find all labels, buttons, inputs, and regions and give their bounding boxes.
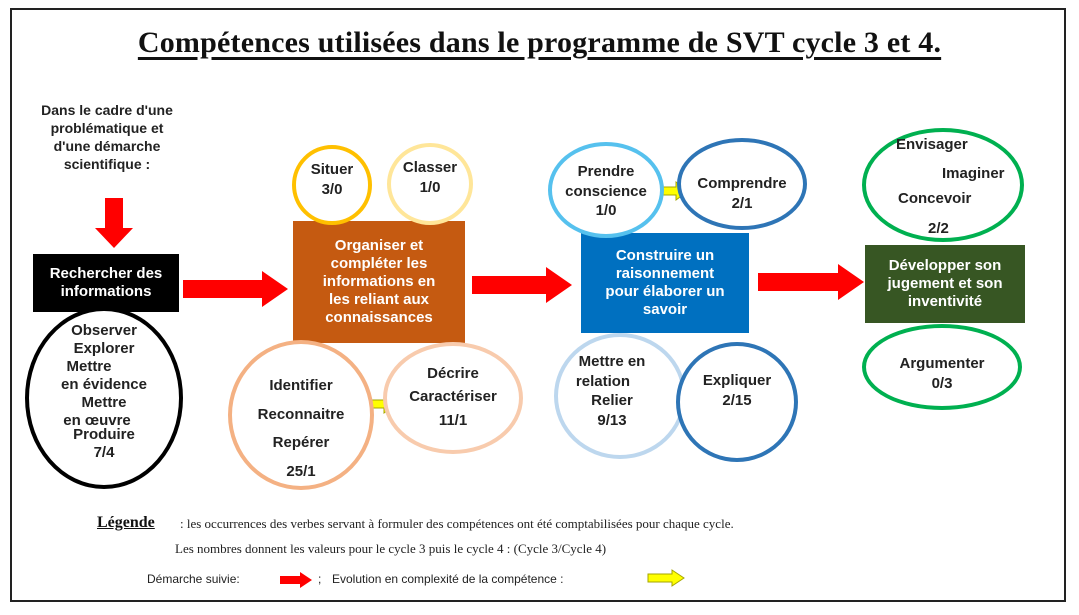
verb-label: Explorer bbox=[73, 340, 135, 357]
decrire-text bbox=[386, 362, 520, 432]
red-arrow-right bbox=[183, 271, 288, 307]
red-arrow-down bbox=[95, 198, 133, 248]
page-title: Compétences utilisées dans le programme de SVT cycle 3 et 4. bbox=[137, 26, 942, 59]
verb-label: Mettre bbox=[81, 394, 127, 411]
verb-label: Expliquer bbox=[702, 372, 772, 389]
legend-line-1: : les occurrences des verbes servant à formuler des compétences ont été comptabilisées pour chaque cycle. bbox=[180, 516, 734, 531]
step-organiser bbox=[293, 221, 465, 343]
legend-yellow-arrow bbox=[648, 570, 684, 586]
expliquer-text bbox=[678, 371, 796, 410]
red-arrow-right bbox=[758, 264, 864, 300]
verb-label: conscience bbox=[565, 182, 647, 200]
verb-label: Prendre bbox=[577, 163, 635, 180]
intro-line: d'une démarche bbox=[53, 137, 161, 154]
verb-label: Repérer bbox=[272, 434, 330, 451]
step-label: connaissances bbox=[325, 309, 433, 326]
count-label: 1/0 bbox=[419, 179, 441, 197]
step-label: Développer son bbox=[888, 257, 1002, 274]
step-label: inventivité bbox=[907, 293, 983, 310]
intro-line: Dans le cadre d'une bbox=[41, 102, 173, 118]
count-label: 2/15 bbox=[722, 391, 752, 409]
legend-red-arrow bbox=[280, 572, 312, 588]
verb-label: en œuvre bbox=[63, 412, 131, 429]
classer-text bbox=[387, 158, 473, 199]
verb-label: Produire bbox=[73, 426, 135, 443]
legend-title: Légende bbox=[97, 514, 155, 531]
step-label: raisonnement bbox=[615, 265, 715, 282]
legend-demarche: Démarche suivie: bbox=[147, 572, 240, 586]
verb-label: Situer bbox=[310, 161, 354, 178]
verb-label: Caractériser bbox=[409, 388, 497, 406]
count-label: 9/13 bbox=[597, 411, 627, 429]
count-label: 11/1 bbox=[438, 411, 468, 429]
verb-label: en évidence bbox=[61, 376, 147, 393]
intro-line: scientifique : bbox=[63, 155, 151, 172]
count-label: 7/4 bbox=[93, 444, 115, 461]
verb-label: Concevoir bbox=[898, 190, 972, 207]
legend-evolution: Evolution en complexité de la compétence : bbox=[332, 572, 564, 586]
step-construire bbox=[581, 233, 749, 333]
step-label: informations bbox=[60, 283, 152, 300]
step-label: les reliant aux bbox=[328, 291, 430, 308]
count-label: 2/2 bbox=[928, 220, 949, 237]
verb-label: Reconnaitre bbox=[257, 405, 345, 423]
observer-verbs bbox=[40, 322, 168, 462]
argumenter-text bbox=[862, 354, 1022, 395]
identifier-text bbox=[232, 372, 370, 486]
step-developper bbox=[865, 245, 1025, 323]
prendre-text bbox=[550, 162, 662, 221]
step-label: Rechercher des bbox=[49, 265, 163, 282]
verb-label: Comprendre bbox=[697, 175, 787, 192]
verb-label: Relier bbox=[591, 392, 633, 409]
step-label: Organiser et bbox=[334, 237, 424, 254]
count-label: 0/3 bbox=[931, 375, 953, 393]
legend-separator: ; bbox=[318, 572, 322, 586]
step-label: savoir bbox=[642, 301, 688, 318]
verb-label: Observer bbox=[71, 322, 137, 339]
verb-label: relation bbox=[575, 372, 631, 390]
envisager-text bbox=[862, 136, 1024, 236]
mettre-relation-text bbox=[556, 352, 668, 430]
verb-label: Classer bbox=[402, 159, 458, 176]
comprendre-text bbox=[679, 174, 805, 215]
step-label: jugement et son bbox=[887, 275, 1003, 292]
step-label: Construire un bbox=[615, 247, 715, 264]
verb-label: Argumenter bbox=[899, 355, 985, 372]
verb-label: Mettre bbox=[66, 358, 112, 375]
red-arrow-right bbox=[472, 267, 572, 303]
verb-label: Envisager bbox=[896, 136, 968, 153]
verb-label: Mettre en bbox=[578, 353, 646, 370]
situer-text bbox=[292, 160, 372, 201]
verb-label: Identifier bbox=[269, 377, 333, 394]
verb-label: Imaginer bbox=[942, 165, 1005, 182]
count-label: 3/0 bbox=[321, 181, 343, 199]
verb-label: Décrire bbox=[427, 365, 479, 382]
count-label: 25/1 bbox=[286, 462, 316, 480]
step-label: pour élaborer un bbox=[605, 283, 725, 300]
step-label: compléter les bbox=[330, 255, 428, 272]
intro-line: problématique et bbox=[50, 119, 164, 136]
legend-line-2: Les nombres donnent les valeurs pour le cycle 3 puis le cycle 4 : (Cycle 3/Cycle 4) bbox=[175, 541, 607, 556]
count-label: 1/0 bbox=[595, 202, 617, 219]
step-label: informations en bbox=[322, 273, 436, 290]
count-label: 2/1 bbox=[731, 195, 753, 213]
step-rechercher bbox=[33, 254, 179, 312]
